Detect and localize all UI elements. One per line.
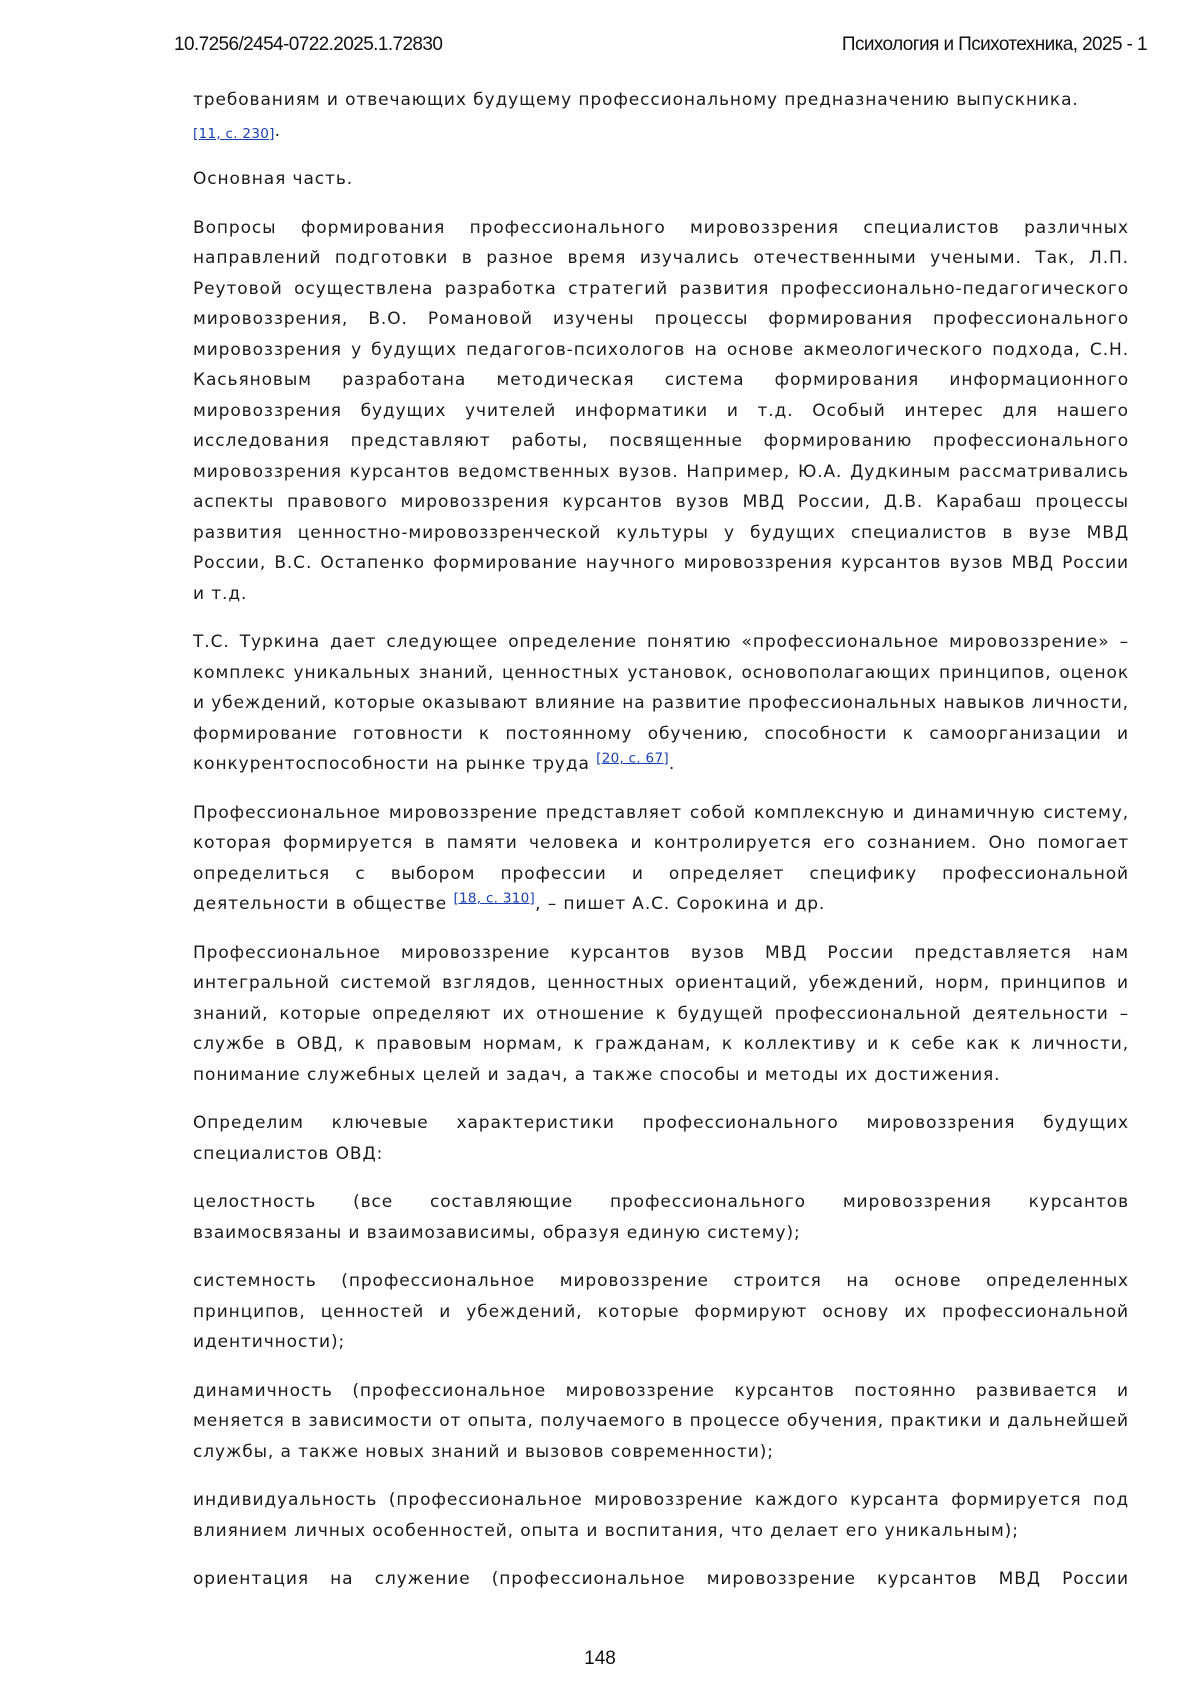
citation-link[interactable]: [18, с. 310]: [453, 890, 535, 906]
paragraph-literature-review: Вопросы формирования профессионального мировоззрения специалистов различных направлений подготовки в разное время изучались отечественными учеными. Так, Л.П. Реутовой осуществлена разработка стратегий развития профессионально-педагогического мировоззрения, В.О. Романовой изучены процессы формирования профессионального мировоззрения у будущих педагогов-психологов на основе акмеологического подхода, С.Н. Касьяновым разработана методическая система формирования информационного мировоззрения будущих учителей информатики и т.д. Особый интерес для нашего исследования представляют работы, посвященные формированию профессионального мировоззрения курсантов ведомственных вузов. Например, Ю.А. Дудкиным рассматривались аспекты правового мировоззрения курсантов вузов МВД России, Д.В. Карабаш процессы развития ценностно-мировоззренческой культуры у будущих специалистов в вузе МВД России, В.С. Остапенко формирование научного мировоззрения курсантов вузов МВД России и т.д.: [193, 213, 1129, 610]
paragraph-continuation: [193, 85, 1129, 146]
list-item-dynamism: динамичность (профессиональное мировоззрение курсантов постоянно развивается и меняется в зависимости от опыта, получаемого в процессе обучения, практики и дальнейшей службы, а также новых знаний и вызовов современности);: [193, 1376, 1129, 1468]
citation-link[interactable]: [11, с. 230]: [193, 126, 275, 142]
page-header: [0, 34, 1200, 64]
list-item-systemacity: системность (профессиональное мировоззрение строится на основе определенных принципов, ценностей и убеждений, которые формируют основу их профессиональной идентичности);: [193, 1266, 1129, 1358]
page-number: 148: [0, 1648, 1200, 1670]
paragraph-text: Профессиональное мировоззрение представляет собой комплексную и динамичную систему, которая формируется в памяти человека и контролируется его сознанием. Оно помогает определиться с выбором профессии и определяет специфику профессиональной деятельности в обществе: [193, 803, 1129, 915]
journal-title: Психология и Психотехника, 2025 - 1: [842, 34, 1147, 56]
list-item-integrity: целостность (все составляющие профессионального мировоззрения курсантов взаимосвязаны и взаимозависимы, образуя единую систему);: [193, 1187, 1129, 1248]
citation-suffix: .: [669, 754, 675, 774]
list-item-individuality: индивидуальность (профессиональное мировоззрение каждого курсанта формируется под влиянием личных особенностей, опыта и воспитания, что делает его уникальным);: [193, 1485, 1129, 1546]
citation-suffix: , – пишет А.С. Сорокина и др.: [535, 894, 825, 914]
citation-suffix: .: [275, 121, 281, 141]
paragraph-integral-system: Профессиональное мировоззрение курсантов вузов МВД России представляется нам интегральной системой взглядов, ценностных ориентаций, убеждений, норм, принципов и знаний, которые определяют их отношение к будущей профессиональной деятельности – службе в ОВД, к правовым нормам, к гражданам, к коллективу и к себе как к личности, понимание служебных целей и задач, а также способы и методы их достижения.: [193, 938, 1129, 1091]
paragraph-definition: [193, 627, 1129, 780]
list-item-service-orientation: ориентация на служение (профессиональное мировоззрение курсантов МВД России: [193, 1564, 1129, 1595]
doi-label: 10.7256/2454-0722.2025.1.72830: [174, 34, 442, 56]
citation-link[interactable]: [20, с. 67]: [596, 750, 669, 766]
paragraph-text: Т.С. Туркина дает следующее определение понятию «профессиональное мировоззрение» – комплекс уникальных знаний, ценностных установок, основополагающих принципов, оценок и убеждений, которые оказывают влияние на развитие профессиональных навыков личности, формирование готовности к постоянному обучению, способности к самоорганизации и конкурентоспособности на рынке труда: [193, 632, 1129, 774]
paragraph-text: требованиям и отвечающих будущему профессиональному предназначению выпускника.: [193, 90, 1079, 110]
section-heading: Основная часть.: [193, 164, 1129, 195]
paragraph-system: [193, 798, 1129, 920]
article-body: [193, 85, 1129, 1613]
paragraph-characteristics-intro: Определим ключевые характеристики профессионального мировоззрения будущих специалистов ОВД:: [193, 1108, 1129, 1169]
